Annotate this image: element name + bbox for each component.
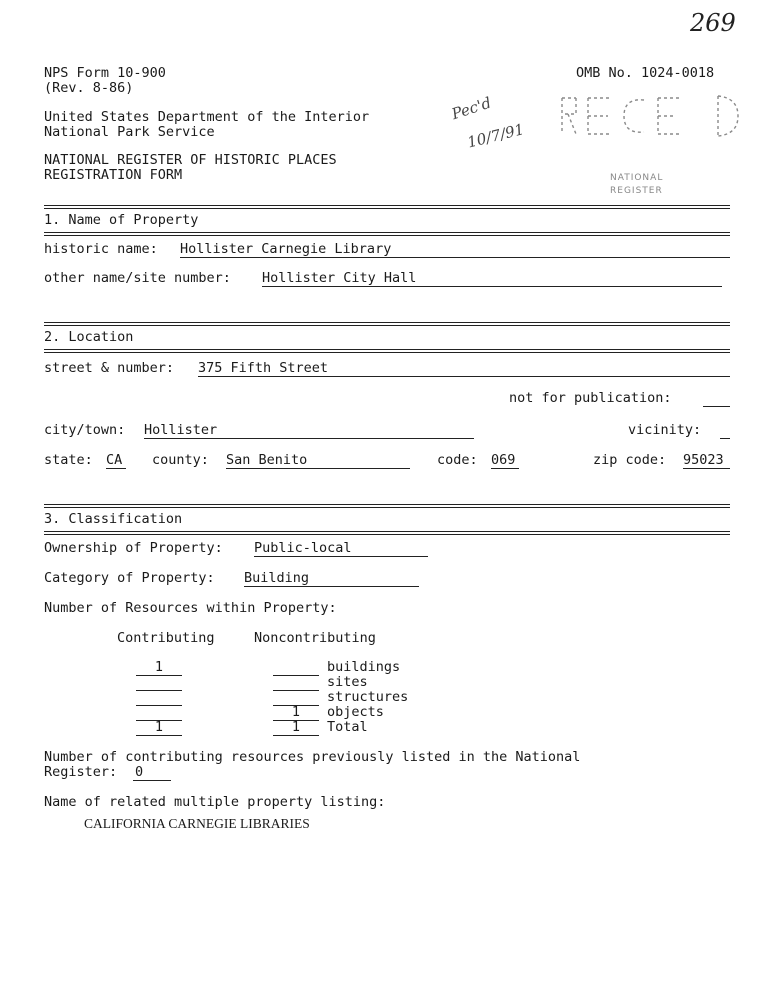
not-for-publication-label: not for publication: <box>509 390 672 406</box>
multiple-listing-label: Name of related multiple property listing: <box>44 794 386 810</box>
historic-name-label: historic name: <box>44 241 158 257</box>
service-name: National Park Service <box>44 124 215 140</box>
street-number-value: 375 Fifth Street <box>198 360 329 376</box>
resource-type-label: structures <box>327 689 409 705</box>
form-title: REGISTRATION FORM <box>44 167 183 183</box>
section-1-heading: 1. Name of Property <box>44 212 199 228</box>
previously-listed-underline <box>133 780 171 781</box>
section-divider <box>44 232 730 236</box>
noncontributing-header: Noncontributing <box>254 630 376 646</box>
ownership-underline <box>254 556 428 557</box>
noncontributing-count: 1 <box>291 704 301 720</box>
contributing-blank <box>136 735 182 736</box>
noncontributing-blank <box>273 675 319 676</box>
stamp-text-register: REGISTER <box>610 186 663 196</box>
county-underline <box>226 468 410 469</box>
county-value: San Benito <box>226 452 308 468</box>
previously-listed-value: 0 <box>135 764 144 780</box>
contributing-blank <box>136 690 182 691</box>
contributing-header: Contributing <box>117 630 215 646</box>
previously-listed-text: Number of contributing resources previously listed in the National <box>44 749 581 765</box>
handwritten-page-number: 269 <box>690 9 736 37</box>
form-revision: (Rev. 8-86) <box>44 80 134 96</box>
vicinity-label: vicinity: <box>628 422 702 438</box>
state-label: state: <box>44 452 93 468</box>
category-value: Building <box>244 570 310 586</box>
received-stamp-mark <box>558 90 740 142</box>
other-name-underline <box>262 286 722 287</box>
other-name-label: other name/site number: <box>44 270 231 286</box>
category-label: Category of Property: <box>44 570 215 586</box>
section-divider <box>44 349 730 353</box>
section-divider <box>44 504 730 508</box>
state-value: CA <box>106 452 123 468</box>
city-town-underline <box>144 438 474 439</box>
historic-name-underline <box>180 257 730 258</box>
street-number-underline <box>198 376 730 377</box>
county-code-value: 069 <box>491 452 516 468</box>
section-divider <box>44 531 730 535</box>
department-name: United States Department of the Interior <box>44 109 370 125</box>
handwritten-received-note: Pec'd <box>449 93 494 124</box>
contributing-blank <box>136 705 182 706</box>
vicinity-blank <box>720 438 730 439</box>
city-town-value: Hollister <box>144 422 218 438</box>
noncontributing-count: 1 <box>291 719 301 735</box>
resources-label: Number of Resources within Property: <box>44 600 337 616</box>
category-underline <box>244 586 419 587</box>
omb-number: OMB No. 1024-0018 <box>576 65 715 81</box>
resource-type-label: Total <box>327 719 368 735</box>
resource-type-label: objects <box>327 704 384 720</box>
noncontributing-blank <box>273 690 319 691</box>
contributing-blank <box>136 675 182 676</box>
section-divider <box>44 322 730 326</box>
zip-code-label: zip code: <box>593 452 667 468</box>
contributing-count: 1 <box>154 659 164 675</box>
section-2-heading: 2. Location <box>44 329 134 345</box>
handwritten-received-date: 10/7/91 <box>465 120 526 152</box>
zip-code-value: 95023 <box>683 452 724 468</box>
not-for-publication-blank <box>703 406 730 407</box>
contributing-count: 1 <box>154 719 164 735</box>
county-code-label: code: <box>437 452 478 468</box>
section-divider <box>44 205 730 209</box>
state-underline <box>106 468 126 469</box>
previously-listed-label: Register: <box>44 764 118 780</box>
other-name-value: Hollister City Hall <box>262 270 417 286</box>
resource-type-label: sites <box>327 674 368 690</box>
stamp-text-national: NATIONAL <box>610 173 664 183</box>
register-title: NATIONAL REGISTER OF HISTORIC PLACES <box>44 152 337 168</box>
county-label: county: <box>152 452 209 468</box>
city-town-label: city/town: <box>44 422 126 438</box>
section-3-heading: 3. Classification <box>44 511 183 527</box>
ownership-label: Ownership of Property: <box>44 540 223 556</box>
multiple-listing-value: CALIFORNIA CARNEGIE LIBRARIES <box>84 816 310 831</box>
street-number-label: street & number: <box>44 360 175 376</box>
resource-type-label: buildings <box>327 659 401 675</box>
county-code-underline <box>491 468 519 469</box>
historic-name-value: Hollister Carnegie Library <box>180 241 392 257</box>
ownership-value: Public-local <box>254 540 352 556</box>
form-number: NPS Form 10-900 <box>44 65 166 81</box>
zip-code-underline <box>683 468 730 469</box>
noncontributing-blank <box>273 735 319 736</box>
